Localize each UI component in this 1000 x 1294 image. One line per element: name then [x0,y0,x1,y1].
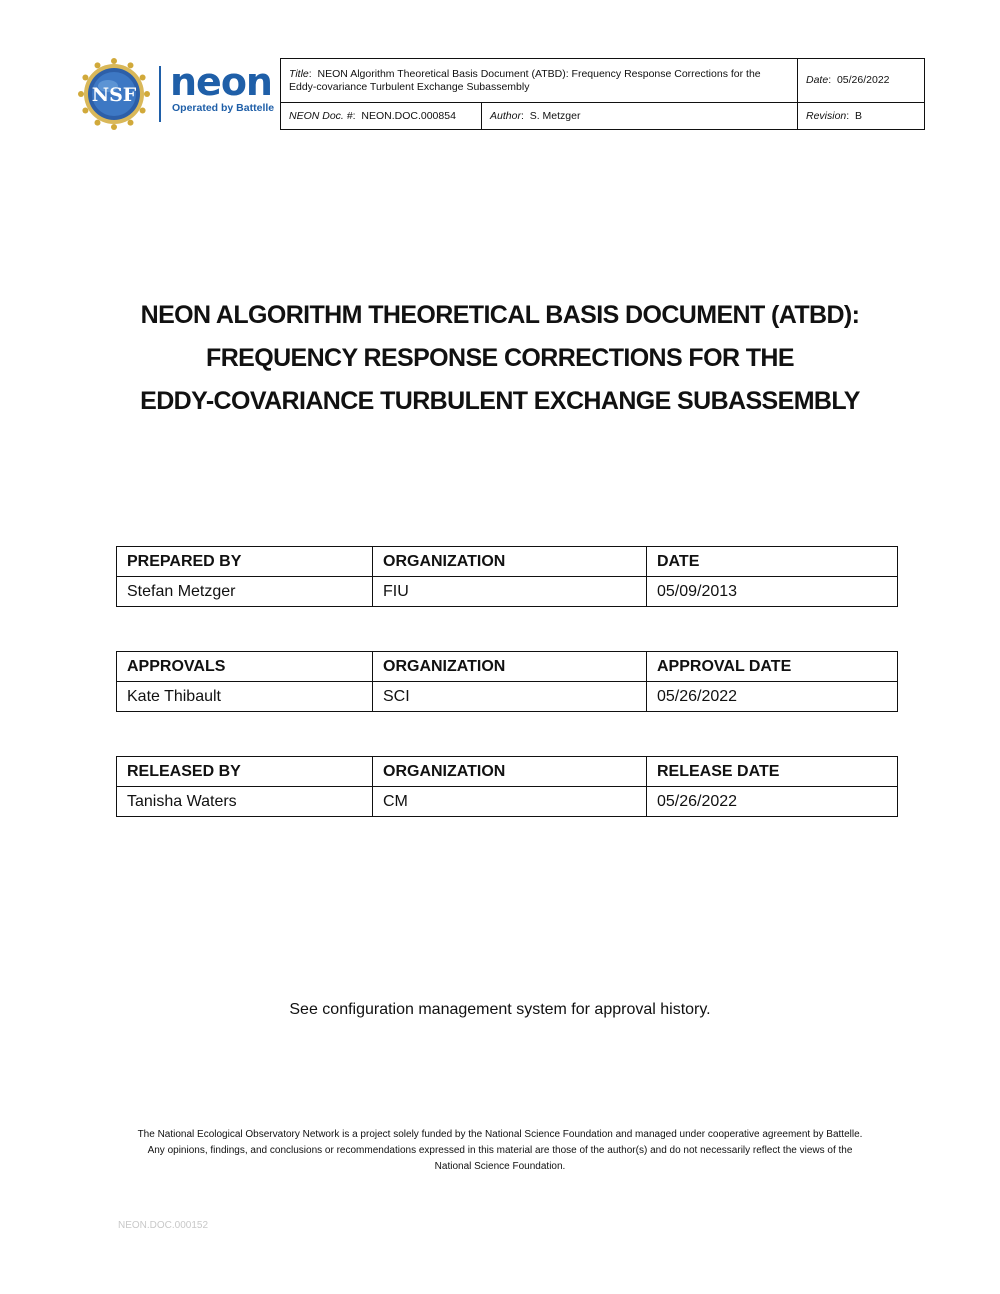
neon-wordmark: neon [170,60,272,104]
disclaimer-line: Any opinions, findings, and conclusions or recommendations expressed in this material are those of the author(s) and do not necessarily reflect the views of the [147,1145,853,1156]
header-date-cell: Date: 05/26/2022 [798,59,925,103]
header-doc-number-value: NEON.DOC.000854 [361,109,456,122]
table-header-cell: ORGANIZATION [373,547,647,577]
table-header-cell: ORGANIZATION [373,757,647,787]
header-date-value: 05/26/2022 [836,74,890,87]
header-doc-number-label: NEON Doc. # [289,109,353,122]
table-header-cell: APPROVAL DATE [647,652,898,682]
nsf-seal-logo [78,58,150,130]
table-header-cell: DATE [647,547,898,577]
table-header-cell: RELEASE DATE [647,757,898,787]
approvals-table [116,651,898,712]
funding-disclaimer [100,1127,900,1175]
header-revision-label: Revision [806,109,847,122]
table-header-cell: ORGANIZATION [373,652,647,682]
table-header-cell: PREPARED BY [117,547,373,577]
header-date-label: Date [806,74,829,87]
template-doc-number: NEON.DOC.000152 [118,1220,209,1231]
document-title-line: EDDY-COVARIANCE TURBULENT EXCHANGE SUBASSEMBLY [140,387,860,415]
header-title-label: Title [289,67,309,80]
table-cell: Kate Thibault [117,682,373,712]
header-doc-number-cell: NEON Doc. #: NEON.DOC.000854 [281,103,482,130]
logo-divider [159,66,161,122]
header-author-value: S. Metzger [529,109,581,122]
disclaimer-line: National Science Foundation. [434,1161,566,1172]
document-title-line: NEON ALGORITHM THEORETICAL BASIS DOCUMENT (ATBD): [140,301,860,329]
released-by-table [116,756,898,817]
table-cell: 05/26/2022 [647,787,898,817]
document-title [0,294,1000,423]
header-author-cell: Author: S. Metzger [482,103,798,130]
table-cell: Stefan Metzger [117,577,373,607]
document-title-line: FREQUENCY RESPONSE CORRECTIONS FOR THE [206,344,794,372]
neon-tagline: Operated by Battelle [172,102,275,114]
table-cell: 05/26/2022 [647,682,898,712]
table-cell: Tanisha Waters [117,787,373,817]
header-title-value: NEON Algorithm Theoretical Basis Document (ATBD): Frequency Response Corrections for the Eddy-covariance Turbulent Exchange Subassembly [289,67,761,93]
disclaimer-line: The National Ecological Observatory Network is a project solely funded by the National Science Foundation and managed under cooperative agreement by Battelle. [137,1129,863,1140]
table-cell: FIU [373,577,647,607]
table-cell: SCI [373,682,647,712]
prepared-by-table [116,546,898,607]
header-revision-cell: Revision: B [798,103,925,130]
table-cell: 05/09/2013 [647,577,898,607]
svg-text:NSF: NSF [91,84,137,106]
table-cell: CM [373,787,647,817]
approval-history-note: See configuration management system for approval history. [289,1001,711,1018]
table-header-cell: APPROVALS [117,652,373,682]
document-header-table [280,58,925,130]
header-author-label: Author [490,109,521,122]
header-title-cell: Title: NEON Algorithm Theoretical Basis Document (ATBD): Frequency Response Corrections for the Eddy-covariance Turbulent Exchange Subassembly [281,59,798,103]
organization-logo [78,58,278,130]
table-header-cell: RELEASED BY [117,757,373,787]
header-revision-value: B [855,109,863,122]
